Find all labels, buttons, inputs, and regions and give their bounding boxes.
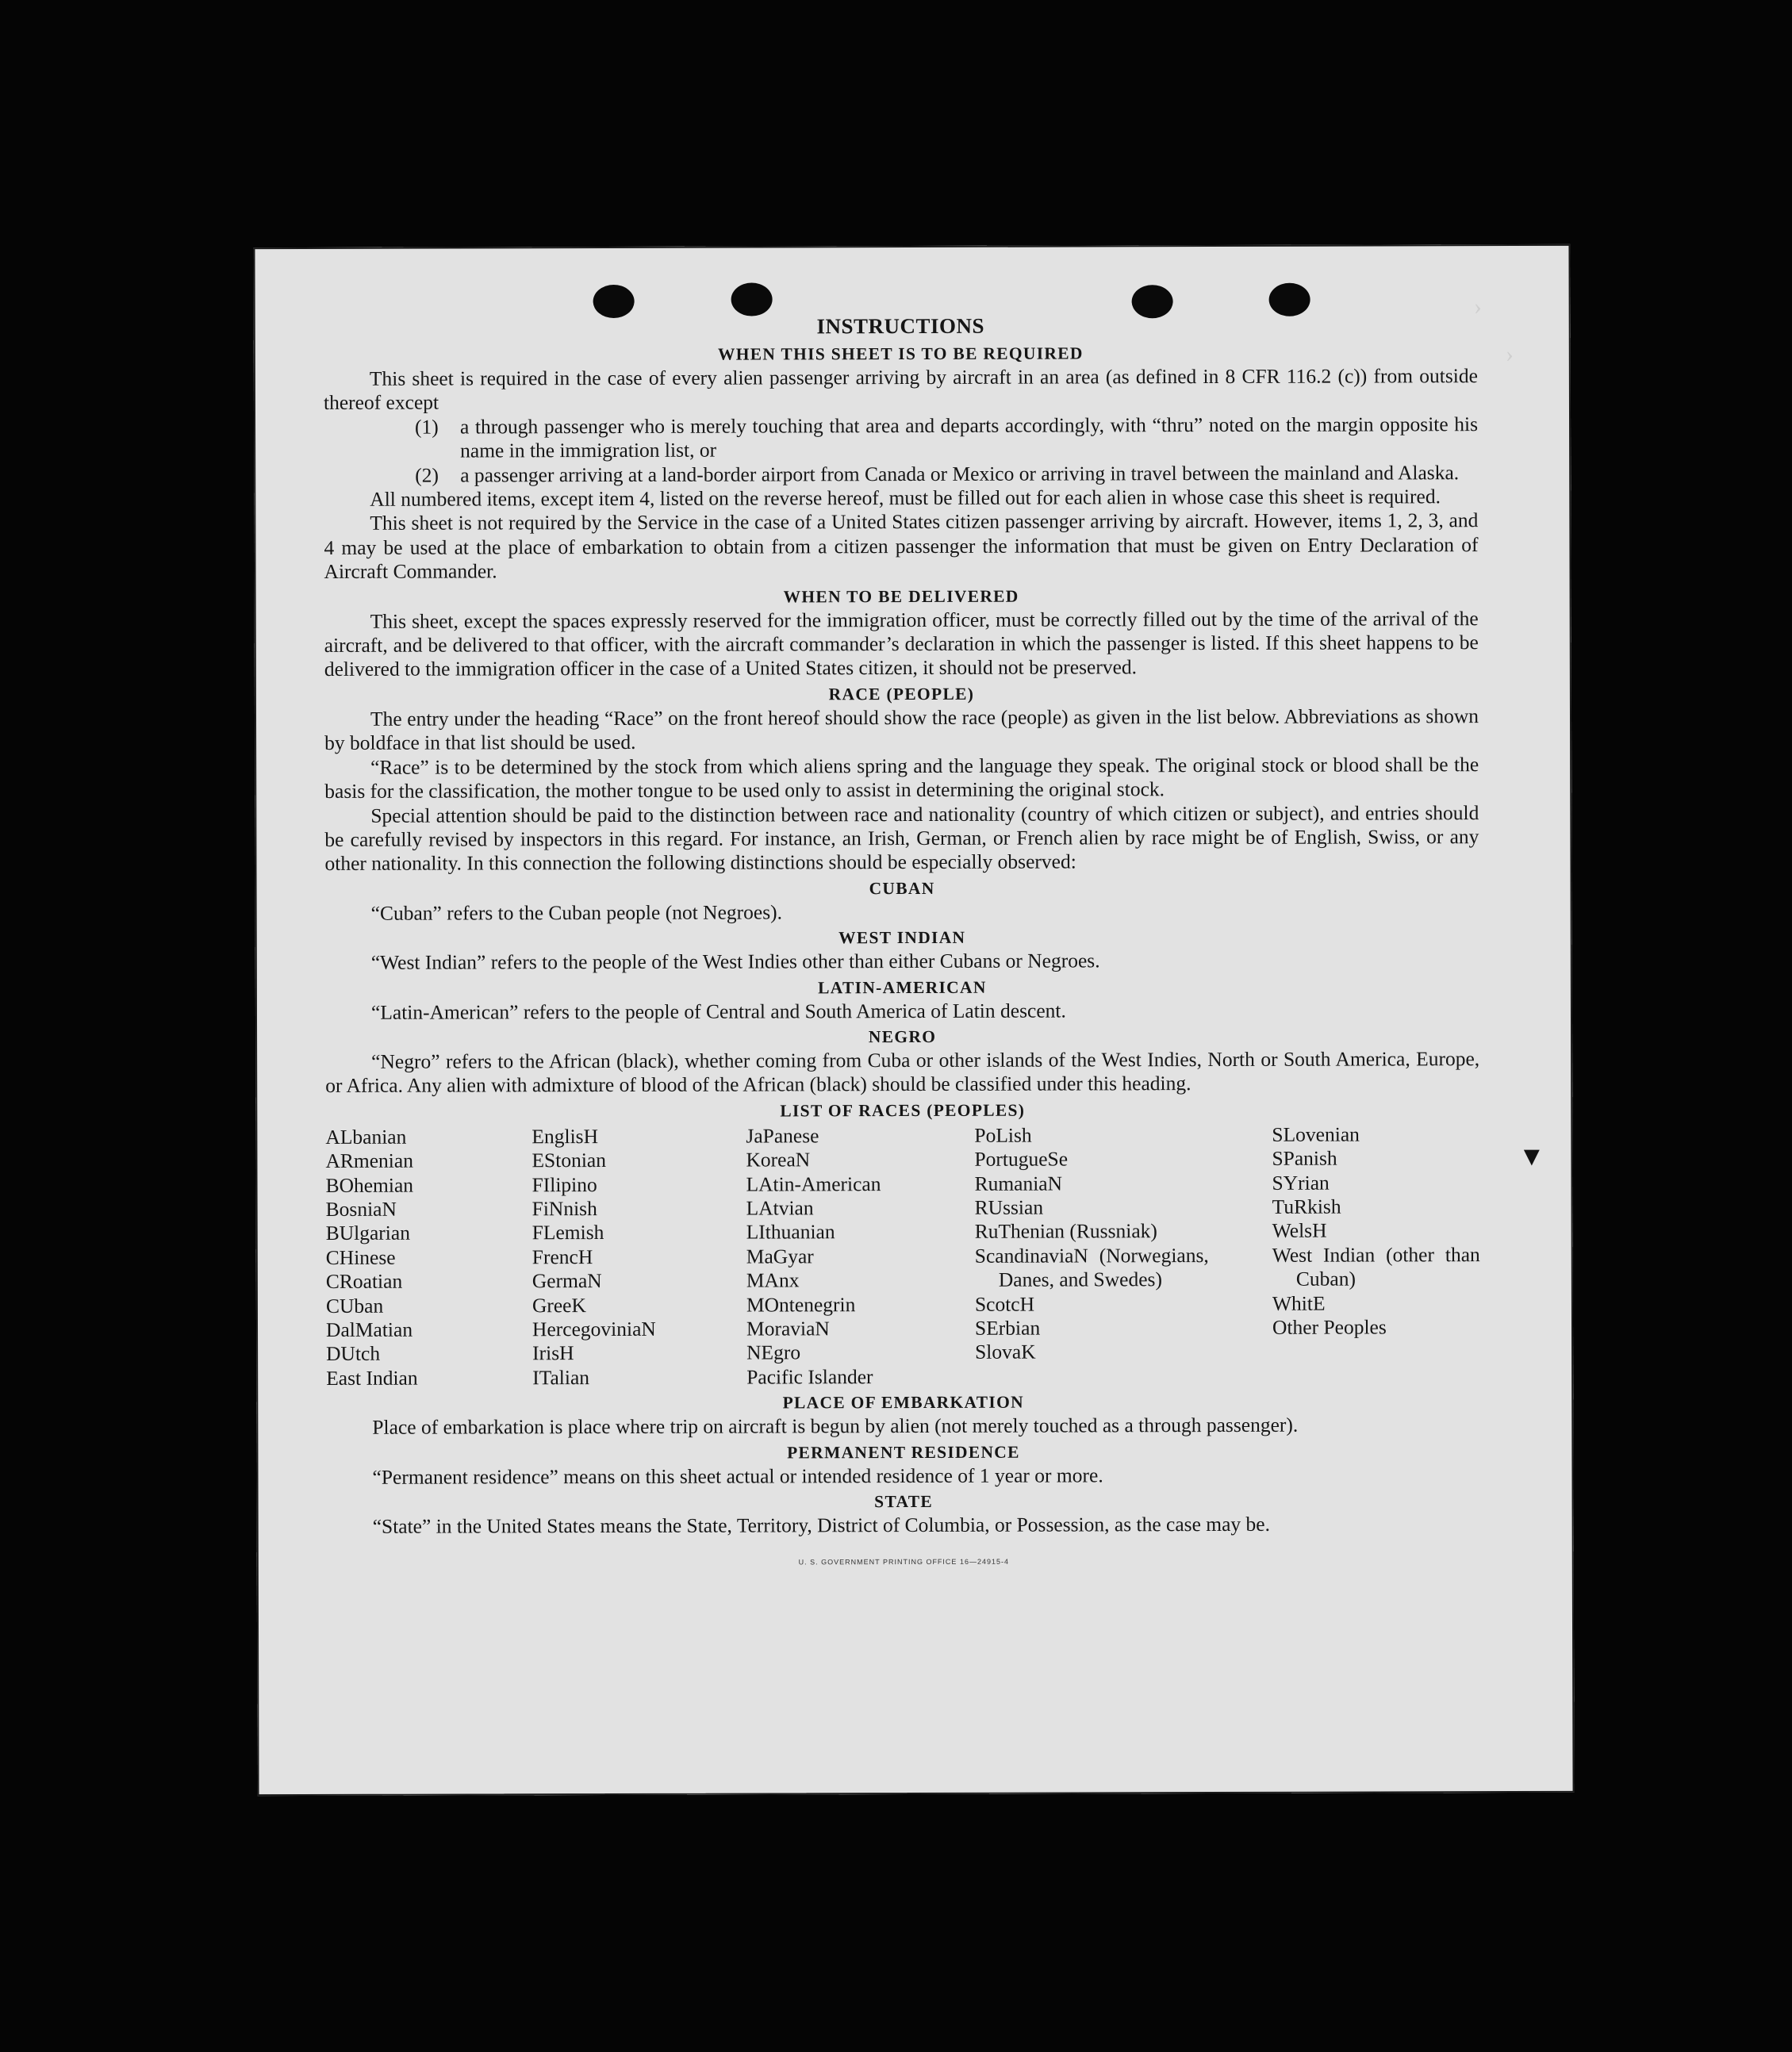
race-item: Pacific Islander	[746, 1364, 873, 1389]
race-item: CHinese	[325, 1245, 396, 1269]
scan-speck: ›	[1506, 341, 1514, 367]
section-heading: STATE	[874, 1491, 934, 1512]
race-item: ALbanian	[325, 1125, 407, 1149]
race-item: JaPanese	[746, 1124, 819, 1148]
paragraph: This sheet is required in the case of every alien passenger arriving by aircraft in an area (as defined in 8 CFR 116.2 (c)) from outside thereof except	[323, 364, 1478, 415]
race-column	[974, 1123, 1209, 1389]
race-item: LAtin-American	[746, 1172, 881, 1196]
race-item: MAnx	[746, 1268, 800, 1292]
race-item: NEgro	[746, 1341, 801, 1364]
race-column	[1272, 1122, 1480, 1388]
paragraph: “Race” is to be determined by the stock from which aliens spring and the language they speak. The original stock or blood shall be the basis for the classification, the mother tongue to be used only to assist in determining the original stock.	[324, 752, 1479, 804]
paragraph: “Negro” refers to the African (black), whether coming from Cuba or other islands of the West Indies, North or South America, Europe, or Africa. Any alien with admixture of blood of the African (black) should be classified under this heading.	[325, 1047, 1480, 1098]
race-item: LAtvian	[746, 1196, 814, 1220]
race-item: East Indian	[326, 1366, 418, 1390]
race-item: LIthuanian	[746, 1220, 835, 1244]
race-item: HercegoviniaN	[531, 1317, 656, 1341]
printer-imprint: U. S. GOVERNMENT PRINTING OFFICE 16—24915-4	[798, 1558, 1009, 1567]
section-heading: WHEN THIS SHEET IS TO BE REQUIRED	[717, 343, 1084, 364]
paragraph: All numbered items, except item 4, listed on the reverse hereof, must be filled out for each alien in whose case this sheet is required.	[370, 485, 1441, 511]
race-column	[746, 1124, 975, 1390]
page-title: INSTRUCTIONS	[816, 313, 985, 339]
race-item: GreeK	[531, 1293, 586, 1317]
section-heading: NEGRO	[868, 1026, 937, 1047]
race-item: PortugueSe	[974, 1147, 1069, 1171]
section-heading: WEST INDIAN	[838, 927, 966, 948]
race-item: FLemish	[531, 1221, 604, 1245]
race-item: SErbian	[974, 1316, 1041, 1340]
scan-speck: ▼	[1518, 1142, 1545, 1172]
race-item: SLovenian	[1272, 1122, 1360, 1146]
scan-speck: ›	[1474, 293, 1482, 320]
race-item: DalMatian	[325, 1317, 413, 1341]
paragraph: This sheet is not required by the Service in the case of a United States citizen passenger arriving by aircraft. However, items 1, 2, 3, and 4 may be used at the place of embarkation to obtain from a citizen passenger the information that must be given on Entry Declaration of Aircraft Commander.	[324, 508, 1479, 584]
race-item: CUban	[325, 1294, 384, 1317]
paragraph: Special attention should be paid to the distinction between race and nationality (country of which citizen or subject), and entries should be carefully revised by inspectors in this regard. For instance, an Irish, German, or French alien by race might be of English, Swiss, or any other nationality. In this connection the following distinctions should be especially observed:	[324, 800, 1479, 876]
paragraph: Place of embarkation is place where trip on aircraft is begun by alien (not merely touched as a through passenger).	[372, 1413, 1299, 1440]
race-item: West Indian (other than Cuban)	[1272, 1242, 1480, 1291]
race-item: MoraviaN	[746, 1317, 830, 1341]
section-heading: PERMANENT RESIDENCE	[787, 1442, 1020, 1463]
paragraph: “Cuban” refers to the Cuban people (not Negroes).	[370, 900, 783, 925]
section-heading: WHEN TO BE DELIVERED	[783, 586, 1019, 607]
paragraph: The entry under the heading “Race” on the front hereof should show the race (people) as given in the list below. Abbreviations as shown by boldface in that list should be used.	[324, 704, 1479, 755]
race-list	[325, 1122, 1480, 1390]
race-item: FiNnish	[531, 1197, 597, 1221]
paragraph: “Latin-American” refers to the people of Central and South America of Latin descent.	[370, 999, 1066, 1024]
race-item: FIlipino	[531, 1172, 597, 1196]
paragraph: “Permanent residence” means on this sheet actual or intended residence of 1 year or more.	[372, 1463, 1103, 1489]
section-heading: LIST OF RACES (PEOPLES)	[780, 1100, 1026, 1121]
race-item: MOntenegrin	[746, 1292, 856, 1317]
list-item	[415, 460, 1478, 488]
race-item: KoreaN	[746, 1148, 811, 1172]
paragraph: “West Indian” refers to the people of the West Indies other than either Cubans or Negroes.	[370, 949, 1100, 974]
section-heading: RACE (PEOPLE)	[828, 684, 975, 704]
race-column	[325, 1125, 532, 1390]
race-item: PoLish	[974, 1123, 1032, 1147]
race-item: RUssian	[974, 1195, 1044, 1219]
paragraph: This sheet, except the spaces expressly reserved for the immigration officer, must be correctly filled out by the time of the arrival of the aircraft, and be delivered to that officer, with the aircraft commander’s declaration in which the passenger is listed. If this sheet happens to be delivered to the immigration officer in the case of a United States citizen, it should not be preserved.	[324, 606, 1479, 681]
race-item: IrisH	[532, 1341, 574, 1365]
list-item	[415, 412, 1479, 463]
race-item: EStonian	[531, 1149, 606, 1172]
document-sheet	[253, 244, 1574, 1796]
section-heading: CUBAN	[869, 878, 935, 898]
race-item: SYrian	[1272, 1171, 1330, 1195]
item-number: (1)	[415, 415, 439, 439]
race-item: ARmenian	[325, 1149, 413, 1173]
race-item: BosniaN	[325, 1197, 397, 1221]
race-item: Other Peoples	[1272, 1315, 1387, 1339]
section-heading: LATIN-AMERICAN	[818, 977, 987, 997]
race-item: FrencH	[531, 1245, 593, 1269]
race-item: SlovaK	[975, 1341, 1036, 1364]
race-item: BUlgarian	[325, 1222, 410, 1245]
section-heading: PLACE OF EMBARKATION	[782, 1392, 1024, 1413]
race-item: CRoatian	[325, 1269, 403, 1294]
item-text: a through passenger who is merely touching that area and departs accordingly, with “thru” noted on the margin opposite his name in the immigration list, or	[460, 412, 1479, 462]
race-item: ScotcH	[974, 1292, 1035, 1316]
race-item: RuThenian (Russniak)	[974, 1219, 1157, 1244]
race-item: WhitE	[1272, 1291, 1326, 1315]
race-item: SPanish	[1272, 1146, 1337, 1170]
race-item: ITalian	[532, 1365, 590, 1390]
race-item: ScandinaviaN (Norwegians, Danes, and Swedes)	[974, 1243, 1209, 1291]
item-number: (2)	[415, 463, 439, 487]
race-item: BOhemian	[325, 1173, 414, 1197]
race-column	[531, 1124, 746, 1390]
paragraph: “State” in the United States means the State, Territory, District of Columbia, or Possession, as the case may be.	[372, 1512, 1271, 1538]
race-item: DUtch	[326, 1342, 381, 1366]
race-item: RumaniaN	[974, 1172, 1063, 1195]
race-item: EnglisH	[531, 1124, 599, 1149]
race-item: WelsH	[1272, 1219, 1327, 1243]
punch-hole	[731, 282, 773, 316]
race-item: MaGyar	[746, 1245, 814, 1268]
item-text: a passenger arriving at a land-border airport from Canada or Mexico or arriving in travel between the mainland and Alaska.	[460, 460, 1460, 487]
instructions-text	[324, 310, 1481, 1576]
race-item: TuRkish	[1272, 1195, 1341, 1218]
race-item: GermaN	[531, 1269, 602, 1293]
